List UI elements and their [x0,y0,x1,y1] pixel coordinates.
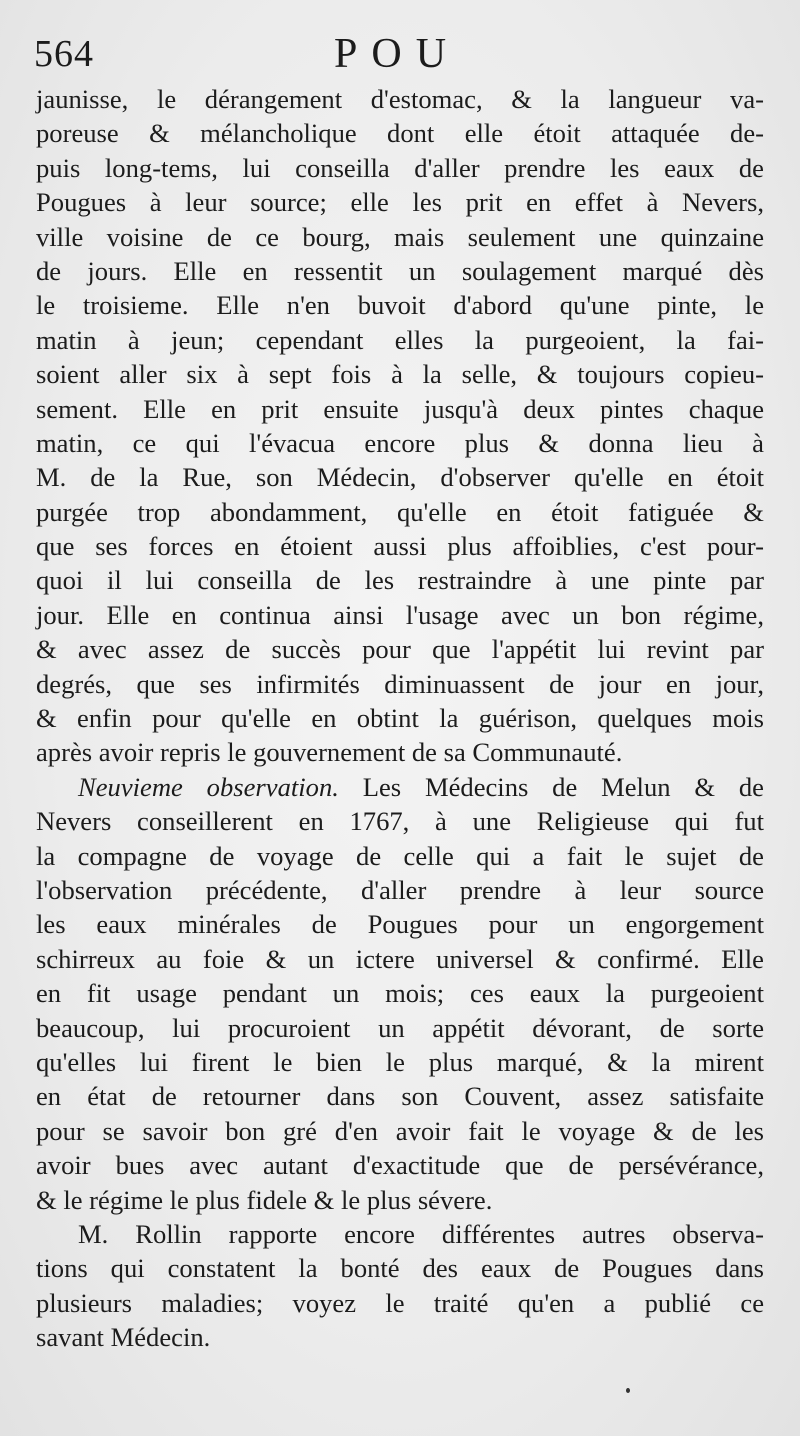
text-line: matin à jeun; cependant elles la purgeoient, la fai- [36,324,764,355]
text-line: tions qui constatent la bonté des eaux de Pougues dans [36,1253,764,1284]
text-line: purgée trop abondamment, qu'elle en étoit fatiguée & [36,496,764,527]
text-run: Les Médecins de Melun & de [338,771,764,802]
text-line: Nevers conseillerent en 1767, à une Religieuse qui fut [36,806,764,837]
text-line: la compagne de voyage de celle qui a fait le sujet de [36,840,764,871]
text-line: plusieurs maladies; voyez le traité qu'en a publié ce [36,1287,764,1318]
running-head: POU [334,31,461,77]
text-line: le troisieme. Elle n'en buvoit d'abord qu'une pinte, le [36,290,764,321]
text-line: puis long-tems, lui conseilla d'aller prendre les eaux de [36,152,764,183]
paragraph-continued [36,82,764,770]
text-line: M. Rollin rapporte encore différentes autres observa- [78,1218,764,1249]
text-line [36,770,764,804]
text-line: Pougues à leur source; elle les prit en effet à Nevers, [36,187,764,218]
text-line: poreuse & mélancholique dont elle étoit attaquée de- [36,118,764,149]
page-header [34,24,774,84]
text-line: ville voisine de ce bourg, mais seulement une quinzaine [36,221,764,252]
text-line: qu'elles lui firent le bien le plus marqué, & la mirent [36,1046,764,1077]
text-line: que ses forces en étoient aussi plus affoiblies, c'est pour- [36,531,764,562]
text-line: quoi il lui conseilla de les restraindre à une pinte par [36,565,764,596]
show-through-ghost [268,1318,568,1352]
observation-heading: Neuvieme observation. [78,771,339,802]
paragraph-ninth-observation [36,770,764,1217]
text-line: l'observation précédente, d'aller prendre à leur source [36,874,764,905]
text-line: avoir bues avec autant d'exactitude que de persévérance, [36,1150,764,1181]
text-line: jaunisse, le dérangement d'estomac, & la langueur va- [36,84,764,114]
text-line: en fit usage pendant un mois; ces eaux la purgeoient [36,978,764,1009]
page-number: 564 [34,33,94,75]
text-line: après avoir repris le gouvernement de sa Communauté. [36,737,623,768]
text-line: savant Médecin. [36,1322,211,1353]
text-line: en état de retourner dans son Couvent, assez satisfaite [36,1081,764,1112]
text-line: de jours. Elle en ressentit un soulagement marqué dès [36,255,764,286]
text-line: & enfin pour qu'elle en obtint la guérison, quelques mois [36,703,764,734]
text-line: les eaux minérales de Pougues pour un engorgement [36,909,764,940]
text-line: & avec assez de succès pour que l'appétit lui revint par [36,634,764,665]
text-line: M. de la Rue, son Médecin, d'observer qu'elle en étoit [36,462,764,493]
text-line: matin, ce qui l'évacua encore plus & donna lieu à [36,427,764,458]
text-line: sement. Elle en prit ensuite jusqu'à deux pintes chaque [36,393,764,424]
text-line: jour. Elle en continua ainsi l'usage avec un bon régime, [36,599,764,630]
text-line: degrés, que ses infirmités diminuassent de jour en jour, [36,668,764,699]
text-line: soient aller six à sept fois à la selle, & toujours copieu- [36,359,764,390]
body-text [36,82,764,1354]
ink-speck [626,1388,630,1393]
text-line: schirreux au foie & un ictere universel & confirmé. Elle [36,943,764,974]
text-line: & le régime le plus fidele & le plus sévere. [36,1184,493,1215]
text-line: pour se savoir bon gré d'en avoir fait le voyage & de les [36,1115,764,1146]
text-line: beaucoup, lui procuroient un appétit dévorant, de sorte [36,1012,764,1043]
